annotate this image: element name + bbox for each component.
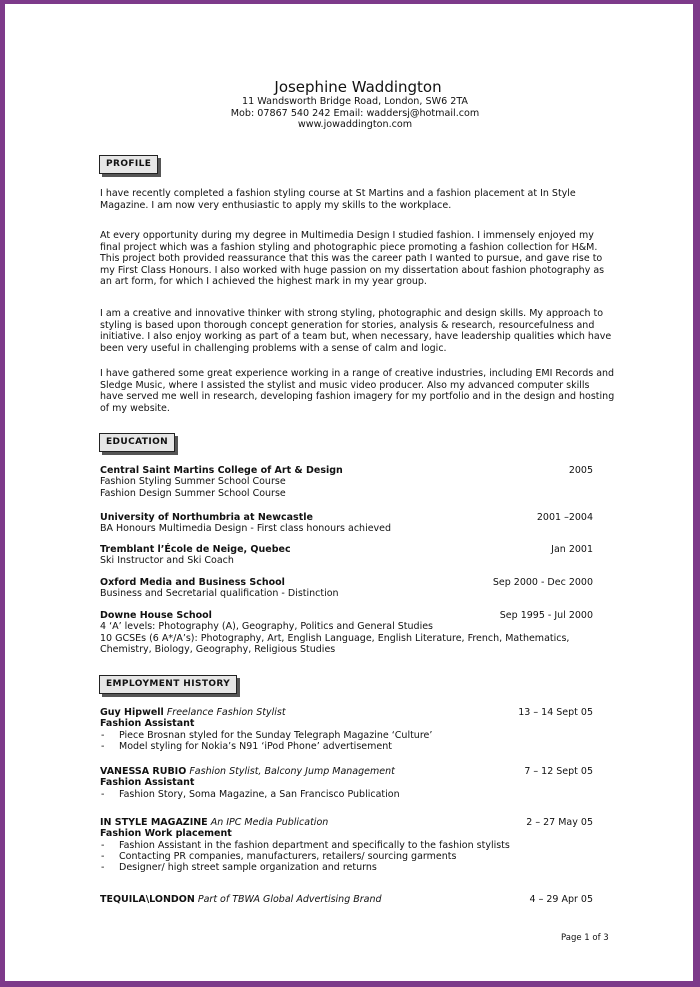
education-date: Jan 2001: [551, 544, 593, 555]
employment-entry: [100, 894, 593, 905]
employment-entry: [100, 817, 593, 873]
employer-detail: Freelance Fashion Stylist: [166, 707, 286, 718]
education-detail: 10 GCSEs (6 A*/A’s): Photography, Art, English Language, English Literature, French, Mathematics,: [100, 632, 570, 644]
employer-name: IN STYLE MAGAZINE: [100, 817, 208, 828]
education-date: 2005: [568, 465, 593, 476]
duty-text: Piece Brosnan styled for the Sunday Telegraph Magazine ‘Culture’: [119, 729, 433, 741]
employer-detail: Part of TBWA Global Advertising Brand: [197, 894, 382, 905]
education-entry: [100, 512, 593, 535]
duty-text: Fashion Story, Soma Magazine, a San Francisco Publication: [119, 788, 400, 800]
profile-paragraph-1: I have recently completed a fashion styling course at St Martins and a fashion placement at In Style Magazine. I am now very enthusiastic to apply my skills to the workplace.: [100, 188, 576, 211]
employer-name: Guy Hipwell: [100, 707, 164, 718]
duty-item: [100, 840, 593, 851]
education-detail: BA Honours Multimedia Design - First class honours achieved: [100, 523, 392, 535]
school-name: Tremblant l’École de Neige, Quebec: [100, 544, 291, 555]
bullet-dash: -: [101, 740, 105, 752]
resume-page: [5, 4, 693, 981]
duty-text: Designer/ high street sample organization and returns: [119, 862, 377, 874]
education-detail: 4 ‘A’ levels: Photography (A), Geography, Politics and General Studies: [100, 621, 434, 633]
profile-paragraph-3: I am a creative and innovative thinker with strong styling, photographic and design skills. My approach to styling is based upon thorough concept generation for stories, analysis & research, resourcefulness and initiative. I also enjoy working as part of a team but, when necessary, have leadership qualities which have been very useful in challenging problems with a sense of calm and logic.: [100, 308, 612, 354]
school-name: Oxford Media and Business School: [100, 577, 285, 588]
education-entry: [100, 544, 593, 567]
employer-name: TEQUILA\LONDON: [100, 894, 195, 905]
resume-header: [5, 78, 693, 131]
profile-paragraph-2: At every opportunity during my degree in Multimedia Design I studied fashion. I immensely enjoyed my final project which was a fashion styling and photographic piece promoting a fashion collection for H&M. This project both provided reassurance that this was the career path I wanted to pursue, and gave rise to my First Class Honours. I also worked with huge passion on my dissertation about fashion photography as an art form, for which I achieved the highest mark in my year group.: [100, 230, 605, 287]
school-name: University of Northumbria at Newcastle: [100, 512, 313, 523]
employer-detail: An IPC Media Publication: [210, 817, 329, 828]
duty-item: [100, 730, 593, 741]
employment-date: 13 – 14 Sept 05: [518, 707, 593, 718]
duty-text: Contacting PR companies, manufacturers, retailers/ sourcing garments: [119, 850, 457, 862]
job-role: Fashion Assistant: [100, 777, 195, 789]
employer-name: VANESSA RUBIO: [100, 766, 187, 777]
bullet-dash: -: [101, 839, 105, 851]
duty-item: [100, 851, 593, 862]
education-entry: [100, 465, 593, 499]
bullet-dash: -: [101, 862, 105, 874]
education-date: Sep 1995 - Jul 2000: [499, 610, 593, 621]
address-line: 11 Wandsworth Bridge Road, London, SW6 2TA: [242, 96, 468, 107]
job-role: Fashion Assistant: [100, 718, 195, 730]
duty-item: [100, 741, 593, 752]
duty-item: [100, 862, 593, 873]
employment-entry: [100, 707, 593, 752]
profile-paragraph-4: I have gathered some great experience working in a range of creative industries, including EMI Records and Sledge Music, where I assisted the stylist and music video producer. Also my advanced computer skills have served me well in research, developing fashion imagery for my portfolio and in the design and hosting of my website.: [100, 368, 615, 414]
profile-heading: PROFILE: [99, 155, 158, 174]
school-name: Central Saint Martins College of Art & Design: [100, 465, 343, 476]
education-date: 2001 –2004: [536, 512, 593, 523]
duty-item: [100, 789, 593, 800]
education-detail: Fashion Styling Summer School Course: [100, 476, 286, 488]
education-detail: Business and Secretarial qualification - Distinction: [100, 588, 339, 600]
candidate-name: Josephine Waddington: [274, 78, 442, 96]
education-heading: EDUCATION: [99, 433, 175, 452]
employment-date: 4 – 29 Apr 05: [529, 894, 593, 905]
website-line: www.jowaddington.com: [297, 119, 413, 130]
education-entry: [100, 610, 593, 655]
education-detail: Chemistry, Biology, Geography, Religious Studies: [100, 643, 336, 655]
employment-date: 2 – 27 May 05: [526, 817, 593, 828]
employment-heading: EMPLOYMENT HISTORY: [99, 675, 237, 694]
bullet-dash: -: [101, 850, 105, 862]
education-detail: Fashion Design Summer School Course: [100, 487, 286, 499]
duty-text: Fashion Assistant in the fashion department and specifically to the fashion stylists: [119, 839, 510, 851]
employment-entry: [100, 766, 593, 800]
contact-line: Mob: 07867 540 242 Email: waddersj@hotmail.com: [230, 107, 480, 119]
school-name: Downe House School: [100, 610, 212, 621]
employer-detail: Fashion Stylist, Balcony Jump Management: [189, 766, 395, 777]
duty-text: Model styling for Nokia’s N91 ‘iPod Phone’ advertisement: [119, 740, 392, 752]
education-detail: Ski Instructor and Ski Coach: [100, 555, 234, 567]
employment-date: 7 – 12 Sept 05: [524, 766, 593, 777]
page-number: Page 1 of 3: [561, 933, 609, 943]
education-date: Sep 2000 - Dec 2000: [492, 577, 593, 588]
job-role: Fashion Work placement: [100, 828, 232, 840]
bullet-dash: -: [101, 729, 105, 741]
education-entry: [100, 577, 593, 600]
bullet-dash: -: [101, 788, 105, 800]
